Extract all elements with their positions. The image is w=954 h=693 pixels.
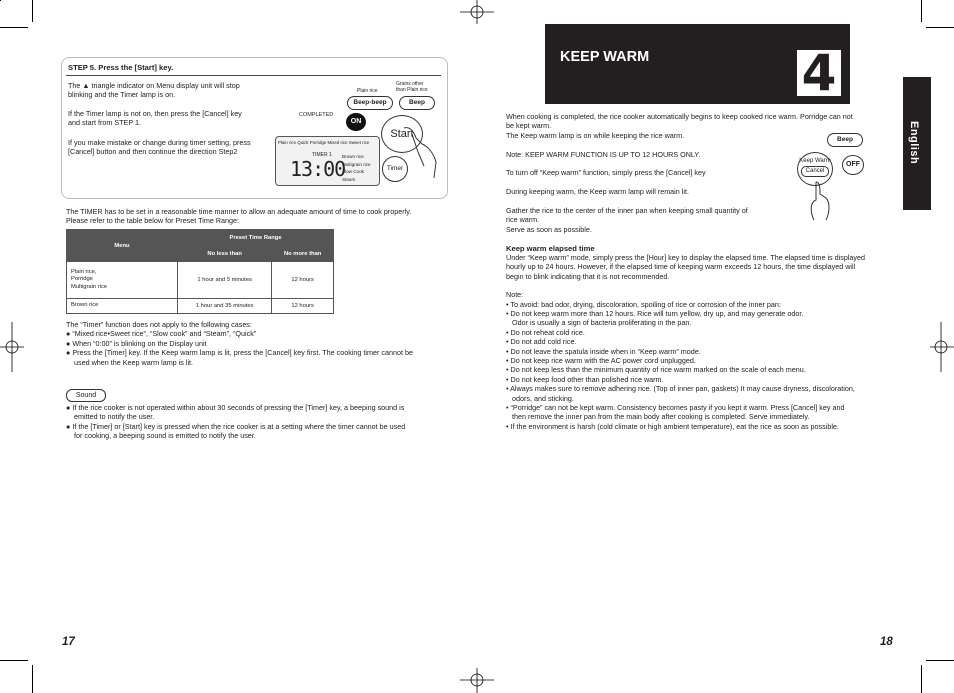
keep-warm-intro: When cooking is completed, the rice cooker automatically begins to keep cooked rice warm. Porridge can not be kept warm. The Keep warm lamp is on while keeping the rice warm. Note: KEEP WARM FUNCTION IS UP TO 12 HOURS ONLY. To turn off “Keep warm” function, simply press the [Cancel] key During keeping warm, the Keep warm lamp will remain lit. Gather the rice to the center of the inner pan when keeping small quantity of rice warm. Serve as soon as possible.	[506, 112, 853, 234]
list-item: Odor is usually a sign of bacteria proliferating in the pan.	[506, 318, 692, 328]
elapsed-text: Under “Keep warm” mode, simply press the [Hour] key to display the elapsed time. The elapsed time is displayed hourly up to 24 hours. However, if the elapsed time of keeping warm exceeds 12 hours, the time displayed will begin to blink indicating that it is not recommended.	[506, 253, 866, 281]
row1-max: 12 hours	[272, 262, 334, 299]
list-item: • To avoid: bad odor, drying, discoloration, spoiling of rice or corrosion of the inner pan:	[506, 299, 781, 309]
bullet-icon: ●	[66, 329, 71, 339]
menu-display-unit	[275, 136, 380, 186]
grains-label: Grains other than Plain rice	[396, 81, 428, 93]
sound-notes: ● If the rice cooker is not operated within about 30 seconds of pressing the [Timer] key, a beeping sound is emitted to notify the user. ● If the [Timer] or [Start] key is pressed when the rice cooker is at a setting where the timer cannot be used for cooking, a beeping sound is emitted to notify the user.	[66, 403, 406, 441]
list-item: • Do not keep less than the minimum quantity of rice warm marked on the scale of each menu.	[506, 365, 806, 375]
beep-bubble: Beep	[399, 96, 435, 110]
page-number-left: 17	[62, 636, 75, 648]
beep-beep-bubble: Beep-beep	[347, 96, 393, 110]
preset-intro: The TIMER has to be set in a reasonable time manner to allow an adequate amount of time to cook properly. Please refer to the table below for Preset Time Range:	[66, 207, 412, 226]
list-item: • Always makes sure to remove adhering rice. (Top of inner pan, gaskets) It may cause dryness, discoloration,	[506, 384, 855, 394]
table-row	[67, 262, 334, 299]
row2-menu: Brown rice	[67, 299, 178, 314]
list-item: • Do not keep food other than polished rice warm.	[506, 374, 664, 384]
lcd-timer-label: TIMER 1	[312, 152, 332, 158]
preset-time-table	[66, 229, 334, 314]
row1-menu: Plain rice, Porridge Multigrain rice	[67, 262, 178, 299]
bullet-icon: ●	[66, 421, 71, 431]
list-item: • Do not reheat cold rice.	[506, 327, 585, 337]
start-key: Start	[381, 115, 423, 153]
list-item: then remove the inner pan from the main body after cooking is completed. Serve immediately.	[506, 412, 810, 422]
pointing-hand-icon	[400, 122, 440, 182]
off-indicator: OFF	[842, 155, 864, 175]
elapsed-title: Keep warm elapsed time	[506, 244, 595, 253]
step5-paragraph-1: The ▲ triangle indicator on Menu display unit will stop blinking and the Timer lamp is on.	[68, 81, 240, 100]
step5-title: STEP 5. Press the [Start] key.	[68, 63, 174, 72]
timer-key: Timer	[382, 156, 408, 182]
keep-warm-cancel-key: Keep Warm Cancel	[797, 152, 833, 186]
row2-min: 1 hour and 35 minutes	[178, 299, 272, 314]
bullet-icon: ●	[66, 348, 71, 358]
bullet-icon: ●	[66, 403, 71, 412]
range-header: Preset Time Range	[178, 230, 334, 246]
no-more-header: No more than	[272, 246, 334, 262]
lcd-menu-row: Plain rice Quick Porridge Mixed rice Sweet rice	[278, 140, 370, 145]
lcd-side-menu: Brown rice Multigrain rice Slow Cook Steam	[342, 154, 371, 182]
menu-header: Menu	[67, 230, 178, 262]
pointing-hand-icon	[806, 180, 832, 222]
list-item: • Do not keep rice warm with the AC power cord unplugged.	[506, 355, 696, 365]
list-item: • Do not leave the spatula inside when in “Keep warm” mode.	[506, 346, 701, 356]
list-item: • Do not add cold rice.	[506, 337, 577, 347]
keep-warm-notes	[506, 300, 901, 432]
bullet-icon: ●	[66, 338, 71, 348]
note-title: Note:	[506, 290, 524, 299]
list-item: • “Porridge” can not be kept warm. Consistency becomes pasty if you kept it warm. Press [Cancel] key and	[506, 402, 845, 412]
step5-divider	[66, 75, 441, 76]
timer-exceptions: The “Timer” function does not apply to the following cases: ● “Mixed rice•Sweet rice”, “Slow cook” and “Steam”, “Quick” ● When “0:00” is blinking on the Display unit ● Press the [Timer] key. If the Keep warm lamp is lit, press the [Cancel] key first. The cooking timer cannot be used when the Keep warm lamp is lit.	[66, 320, 413, 367]
beep-bubble: Beep	[827, 133, 863, 147]
table-row	[67, 299, 334, 314]
chapter-number: 4	[797, 50, 841, 96]
lcd-time: 13:00	[290, 157, 346, 181]
list-item: odors, and sticking.	[506, 393, 574, 403]
list-item: • Do not keep warm more than 12 hours. Rice will turn yellow, dry up, and may generate odor.	[506, 308, 804, 318]
page-number-right: 18	[880, 636, 893, 648]
completed-label: COMPLETED	[299, 112, 334, 118]
list-item: • If the environment is harsh (cold climate or high ambient temperature), eat the rice as soon as possible.	[506, 421, 839, 431]
language-tab-label: English	[908, 121, 920, 165]
on-indicator: ON	[346, 113, 366, 131]
step5-paragraph-3: If you make mistake or change during timer setting, press [Cancel] button and then continue the direction Step2	[68, 138, 251, 157]
no-less-header: No less than	[178, 246, 272, 262]
row1-min: 1 hour and 5 minutes	[178, 262, 272, 299]
page-title: KEEP WARM	[560, 49, 650, 65]
sound-badge: Sound	[66, 389, 106, 402]
plain-rice-label: Plain rice	[357, 88, 378, 94]
row2-max: 12 hours	[272, 299, 334, 314]
step5-paragraph-2: If the Timer lamp is not on, then press the [Cancel] key and start from STEP 1.	[68, 109, 242, 128]
